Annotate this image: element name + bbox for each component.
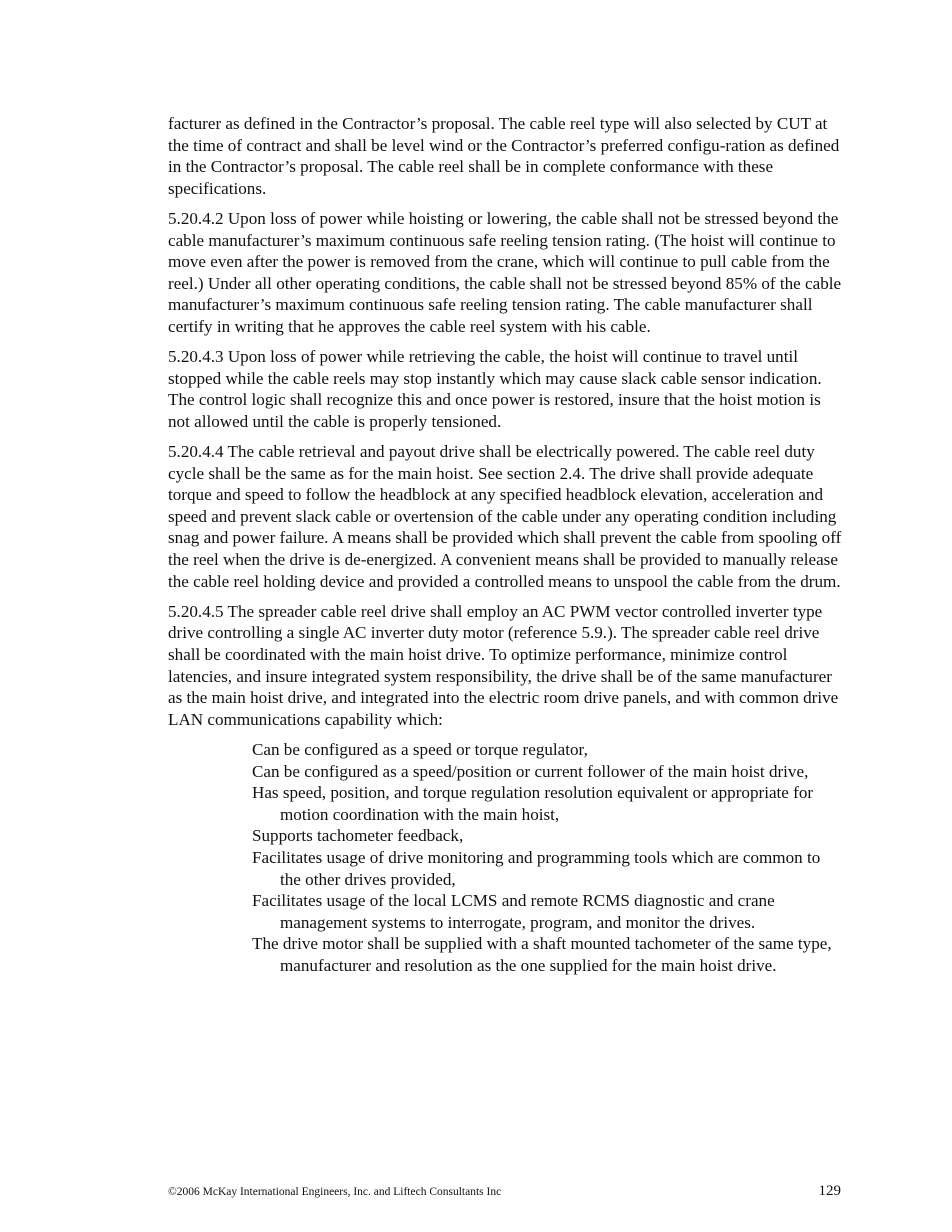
paragraph-5-20-4-4: 5.20.4.4 The cable retrieval and payout drive shall be electrically powered. The cable reel duty cycle shall be the same as for the main hoist. See section 2.4. The drive shall provide adequate torque and speed to follow the headblock at any specified headblock elevation, acceleration and speed and prevent slack cable or overtension of the cable under any operating condition including snag and power failure. A means shall be provided which shall prevent the cable from spooling off the reel when the drive is de-energized. A convenient means shall be provided to manually release the cable reel holding device and provided a controlled means to unspool the cable from the drum.	[168, 442, 842, 591]
document-body	[168, 113, 844, 977]
list-item: Facilitates usage of drive monitoring and programming tools which are common to the other drives provided,	[252, 847, 821, 889]
paragraph-5-20-4-3: 5.20.4.3 Upon loss of power while retrieving the cable, the hoist will continue to travel until stopped while the cable reels may stop instantly which may cause slack cable sensor indication. The control logic shall recognize this and once power is restored, insure that the hoist motion is not allowed until the cable is properly tensioned.	[168, 347, 822, 431]
capability-list	[252, 739, 844, 977]
list-item: Facilitates usage of the local LCMS and remote RCMS diagnostic and crane management systems to interrogate, program, and monitor the drives.	[252, 891, 775, 932]
list-item: Can be configured as a speed/position or current follower of the main hoist drive,	[252, 761, 809, 781]
list-item: Can be configured as a speed or torque regulator,	[252, 740, 588, 759]
paragraph-5-20-4-5: 5.20.4.5 The spreader cable reel drive shall employ an AC PWM vector controlled inverter type drive controlling a single AC inverter duty motor (reference 5.9.). The spreader cable reel drive shall be coordinated with the main hoist drive. To optimize performance, minimize control latencies, and insure integrated system responsibility, the drive shall be of the same manufacturer as the main hoist drive, and integrated into the electric room drive panels, and with common drive LAN communications capability which:	[168, 601, 839, 729]
paragraph-continuation: facturer as defined in the Contractor’s proposal. The cable reel type will also selected by CUT at the time of contract and shall be level wind or the Contractor’s preferred configu-ration as defined in the Contractor’s proposal. The cable reel shall be in complete conformance with these specifications.	[168, 114, 840, 198]
page-number: 129	[818, 1183, 841, 1199]
list-item: Supports tachometer feedback,	[252, 826, 464, 846]
paragraph-5-20-4-2: 5.20.4.2 Upon loss of power while hoisting or lowering, the cable shall not be stressed beyond the cable manufacturer’s maximum continuous safe reeling tension rating. (The hoist will continue to move even after the power is removed from the crane, which will continue to pull cable from the reel.) Under all other operating conditions, the cable shall not be stressed beyond 85% of the cable manufacturer’s maximum continuous safe reeling tension rating. The cable manufacturer shall certify in writing that he approves the cable reel system with his cable.	[168, 208, 842, 336]
footer-copyright: ©2006 McKay International Engineers, Inc. and Liftech Consultants Inc	[168, 1186, 502, 1198]
list-item: Has speed, position, and torque regulation resolution equivalent or appropriate for motion coordination with the main hoist,	[252, 783, 814, 824]
list-item: The drive motor shall be supplied with a shaft mounted tachometer of the same type, manufacturer and resolution as the one supplied for the main hoist drive.	[252, 934, 832, 975]
